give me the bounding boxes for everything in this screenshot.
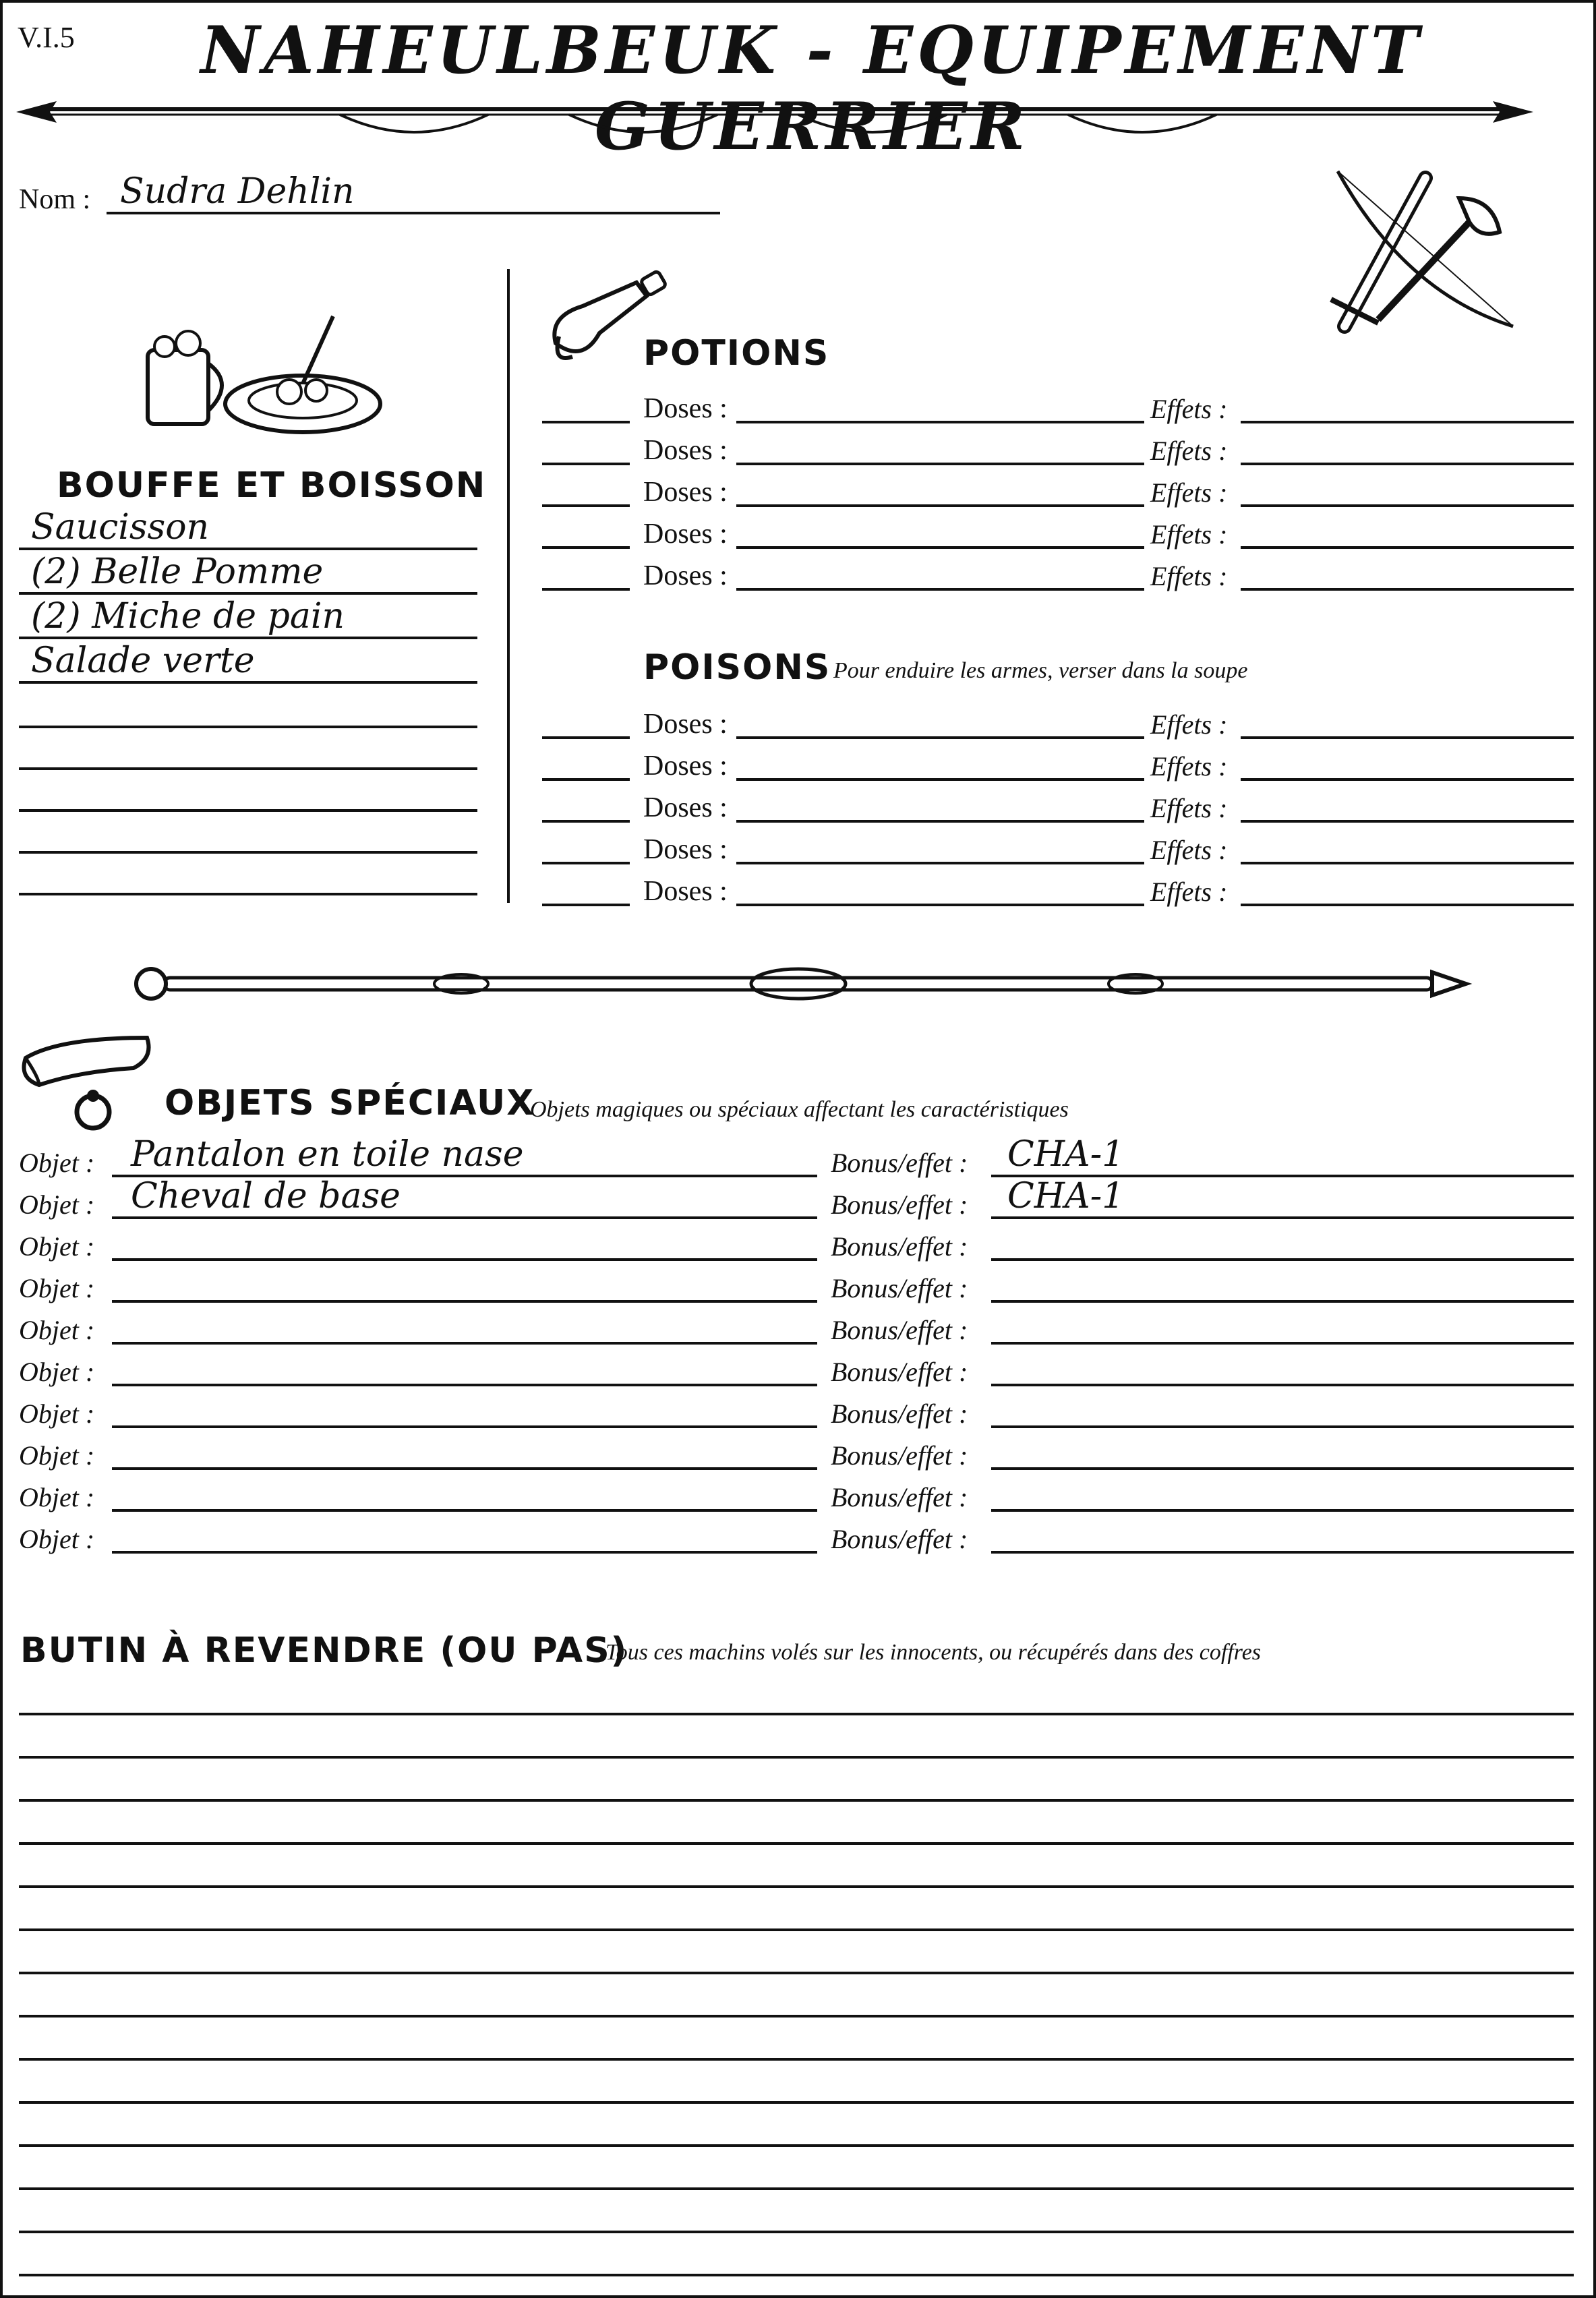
loot-rule	[19, 2101, 1574, 2104]
object-line	[112, 1300, 817, 1303]
poison-effect-label: Effets :	[1150, 793, 1228, 823]
poison-dose-line	[736, 736, 1144, 739]
food-illustration	[141, 310, 384, 438]
bonus-line	[991, 1300, 1574, 1303]
loot-rule	[19, 1756, 1574, 1759]
loot-rule	[19, 1799, 1574, 1802]
loot-rule	[19, 1713, 1574, 1715]
bonus-label: Bonus/effet :	[831, 1524, 968, 1554]
loot-line[interactable]	[19, 1896, 1574, 1935]
food-row[interactable]	[19, 596, 477, 643]
food-row[interactable]	[19, 552, 477, 599]
potion-qty-line	[542, 588, 630, 591]
poison-dose-line	[736, 862, 1144, 864]
poison-dose-label: Doses :	[643, 876, 728, 907]
food-line	[19, 726, 477, 728]
food-item[interactable]: (2) Miche de pain	[31, 596, 345, 637]
bonus-label: Bonus/effet :	[831, 1357, 968, 1387]
food-row[interactable]	[19, 735, 477, 774]
loot-rule	[19, 2015, 1574, 2017]
poison-effect-line	[1241, 778, 1574, 781]
name-field[interactable]	[19, 171, 720, 218]
potion-effect-line	[1241, 504, 1574, 507]
special-item-row[interactable]	[19, 1393, 1574, 1432]
loot-line[interactable]	[19, 2069, 1574, 2108]
poison-dose-label: Doses :	[643, 792, 728, 823]
loot-line[interactable]	[19, 1810, 1574, 1849]
bonus-label: Bonus/effet :	[831, 1189, 968, 1220]
bonus-label: Bonus/effet :	[831, 1315, 968, 1345]
poisons-note: Pour enduire les armes, verser dans la soupe	[833, 658, 1248, 683]
object-line	[112, 1509, 817, 1512]
loot-note: Tous ces machins volés sur les innocents, ou récupérés dans des coffres	[605, 1640, 1262, 1665]
poison-qty-line	[542, 820, 630, 823]
food-row[interactable]	[19, 819, 477, 858]
potions-section-title: POTIONS	[643, 333, 830, 374]
weapons-illustration	[1324, 158, 1527, 340]
food-section-title: BOUFFE ET BOISSON	[57, 465, 487, 506]
food-item[interactable]: Saucisson	[31, 507, 210, 548]
potion-effect-line	[1241, 546, 1574, 549]
object-label: Objet :	[19, 1440, 95, 1471]
bonus-line	[991, 1551, 1574, 1554]
spear-divider-illustration	[16, 89, 1533, 150]
food-line	[19, 592, 477, 595]
food-line	[19, 809, 477, 812]
bonus-label: Bonus/effet :	[831, 1148, 968, 1178]
bonus-line	[991, 1342, 1574, 1345]
loot-line[interactable]	[19, 2241, 1574, 2280]
object-label: Objet :	[19, 1231, 95, 1262]
object-line	[112, 1467, 817, 1470]
name-line	[107, 212, 720, 214]
food-line	[19, 893, 477, 895]
poison-effect-line	[1241, 904, 1574, 906]
potion-qty-line	[542, 504, 630, 507]
potion-dose-line	[736, 463, 1144, 465]
poison-dose-line	[736, 820, 1144, 823]
poison-dose-line	[736, 778, 1144, 781]
special-item-row[interactable]	[19, 1351, 1574, 1390]
loot-line[interactable]	[19, 1982, 1574, 2022]
poisons-section-title: POISONS	[643, 647, 831, 688]
loot-rule	[19, 1842, 1574, 1845]
potion-effect-label: Effets :	[1150, 436, 1228, 466]
bonus-label: Bonus/effet :	[831, 1440, 968, 1471]
food-line	[19, 637, 477, 639]
object-line	[112, 1258, 817, 1261]
object-label: Objet :	[19, 1524, 95, 1554]
food-line	[19, 851, 477, 854]
poison-dose-label: Doses :	[643, 750, 728, 782]
food-row[interactable]	[19, 777, 477, 816]
name-value[interactable]: Sudra Dehlin	[120, 171, 355, 212]
bonus-line	[991, 1425, 1574, 1428]
potion-row[interactable]	[542, 388, 1574, 428]
loot-line[interactable]	[19, 2112, 1574, 2151]
potion-row[interactable]	[542, 556, 1574, 595]
loot-rule	[19, 1972, 1574, 1974]
potion-effect-line	[1241, 421, 1574, 423]
potion-dose-line	[736, 546, 1144, 549]
food-item[interactable]: (2) Belle Pomme	[31, 552, 324, 592]
poison-dose-label: Doses :	[643, 834, 728, 865]
potion-dose-line	[736, 504, 1144, 507]
loot-rule	[19, 1885, 1574, 1888]
loot-line[interactable]	[19, 1767, 1574, 1806]
food-item[interactable]: Salade verte	[31, 641, 255, 681]
poison-row[interactable]	[542, 746, 1574, 785]
object-value[interactable]: Cheval de base	[131, 1176, 401, 1216]
special-item-row[interactable]	[19, 1176, 1574, 1223]
scroll-and-ring-illustration	[19, 1031, 160, 1139]
object-label: Objet :	[19, 1189, 95, 1220]
poison-effect-label: Effets :	[1150, 709, 1228, 740]
poison-qty-line	[542, 778, 630, 781]
object-label: Objet :	[19, 1357, 95, 1387]
poison-effect-line	[1241, 862, 1574, 864]
object-line	[112, 1342, 817, 1345]
staff-divider-illustration	[124, 960, 1473, 1007]
food-line	[19, 767, 477, 770]
bonus-value[interactable]: CHA-1	[1007, 1134, 1125, 1175]
poison-row[interactable]	[542, 829, 1574, 868]
poison-effect-label: Effets :	[1150, 877, 1228, 907]
potion-qty-line	[542, 421, 630, 423]
potion-row[interactable]	[542, 472, 1574, 511]
bonus-label: Bonus/effet :	[831, 1273, 968, 1303]
loot-rule	[19, 2058, 1574, 2061]
loot-rule	[19, 2274, 1574, 2276]
column-divider	[507, 269, 510, 903]
poison-qty-line	[542, 862, 630, 864]
special-item-row[interactable]	[19, 1309, 1574, 1349]
potion-dose-label: Doses :	[643, 560, 728, 591]
bonus-line	[991, 1258, 1574, 1261]
loot-line[interactable]	[19, 2198, 1574, 2237]
food-row[interactable]	[19, 860, 477, 900]
potion-dose-label: Doses :	[643, 435, 728, 466]
object-label: Objet :	[19, 1398, 95, 1429]
bonus-label: Bonus/effet :	[831, 1231, 968, 1262]
object-label: Objet :	[19, 1148, 95, 1178]
bonus-line	[991, 1384, 1574, 1386]
bonus-value[interactable]: CHA-1	[1007, 1176, 1125, 1216]
potion-dose-label: Doses :	[643, 477, 728, 508]
potion-effect-label: Effets :	[1150, 561, 1228, 591]
name-label: Nom :	[19, 184, 91, 215]
poison-row[interactable]	[542, 788, 1574, 827]
special-items-note: Objets magiques ou spéciaux affectant les caractéristiques	[530, 1097, 1069, 1122]
food-line	[19, 548, 477, 550]
loot-rule	[19, 1928, 1574, 1931]
special-item-row[interactable]	[19, 1519, 1574, 1558]
potion-dose-line	[736, 421, 1144, 423]
special-item-row[interactable]	[19, 1268, 1574, 1307]
poison-row[interactable]	[542, 871, 1574, 910]
potion-dose-line	[736, 588, 1144, 591]
object-value[interactable]: Pantalon en toile nase	[131, 1134, 524, 1175]
object-label: Objet :	[19, 1315, 95, 1345]
object-line	[112, 1425, 817, 1428]
version-label: V.I.5	[18, 21, 75, 54]
special-items-section-title: OBJETS SPÉCIAUX	[165, 1083, 535, 1123]
page-title: NAHEULBEUK - EQUIPEMENT GUERRIER	[200, 12, 1423, 165]
loot-rule	[19, 2144, 1574, 2147]
loot-rule	[19, 2187, 1574, 2190]
object-line	[112, 1216, 817, 1219]
poison-qty-line	[542, 904, 630, 906]
poison-row[interactable]	[542, 704, 1574, 743]
bonus-line	[991, 1467, 1574, 1470]
loot-line[interactable]	[19, 1680, 1574, 1719]
food-row[interactable]	[19, 507, 477, 554]
loot-line[interactable]	[19, 1853, 1574, 1892]
potion-row[interactable]	[542, 430, 1574, 469]
loot-line[interactable]	[19, 2026, 1574, 2065]
poison-dose-label: Doses :	[643, 709, 728, 740]
poison-effect-label: Effets :	[1150, 835, 1228, 865]
bonus-label: Bonus/effet :	[831, 1398, 968, 1429]
poison-effect-label: Effets :	[1150, 751, 1228, 782]
potion-effect-label: Effets :	[1150, 394, 1228, 424]
loot-line[interactable]	[19, 1939, 1574, 1978]
loot-section-title: BUTIN À REVENDRE (OU PAS)	[20, 1630, 628, 1671]
object-line	[112, 1551, 817, 1554]
food-row[interactable]	[19, 693, 477, 732]
potion-effect-label: Effets :	[1150, 477, 1228, 508]
loot-line[interactable]	[19, 2155, 1574, 2194]
food-line	[19, 681, 477, 684]
bonus-line	[991, 1509, 1574, 1512]
food-row[interactable]	[19, 641, 477, 688]
poison-qty-line	[542, 736, 630, 739]
poison-effect-line	[1241, 820, 1574, 823]
potion-qty-line	[542, 546, 630, 549]
potion-row[interactable]	[542, 514, 1574, 553]
potion-dose-label: Doses :	[643, 393, 728, 424]
loot-line[interactable]	[19, 1724, 1574, 1763]
potion-effect-line	[1241, 588, 1574, 591]
special-item-row[interactable]	[19, 1226, 1574, 1265]
bonus-line	[991, 1216, 1574, 1219]
poison-effect-line	[1241, 736, 1574, 739]
special-item-row[interactable]	[19, 1477, 1574, 1516]
object-label: Objet :	[19, 1482, 95, 1512]
potion-dose-label: Doses :	[643, 519, 728, 550]
bonus-label: Bonus/effet :	[831, 1482, 968, 1512]
object-label: Objet :	[19, 1273, 95, 1303]
object-line	[112, 1384, 817, 1386]
potion-effect-label: Effets :	[1150, 519, 1228, 550]
potion-qty-line	[542, 463, 630, 465]
poison-dose-line	[736, 904, 1144, 906]
special-item-row[interactable]	[19, 1435, 1574, 1474]
potion-effect-line	[1241, 463, 1574, 465]
loot-rule	[19, 2231, 1574, 2233]
